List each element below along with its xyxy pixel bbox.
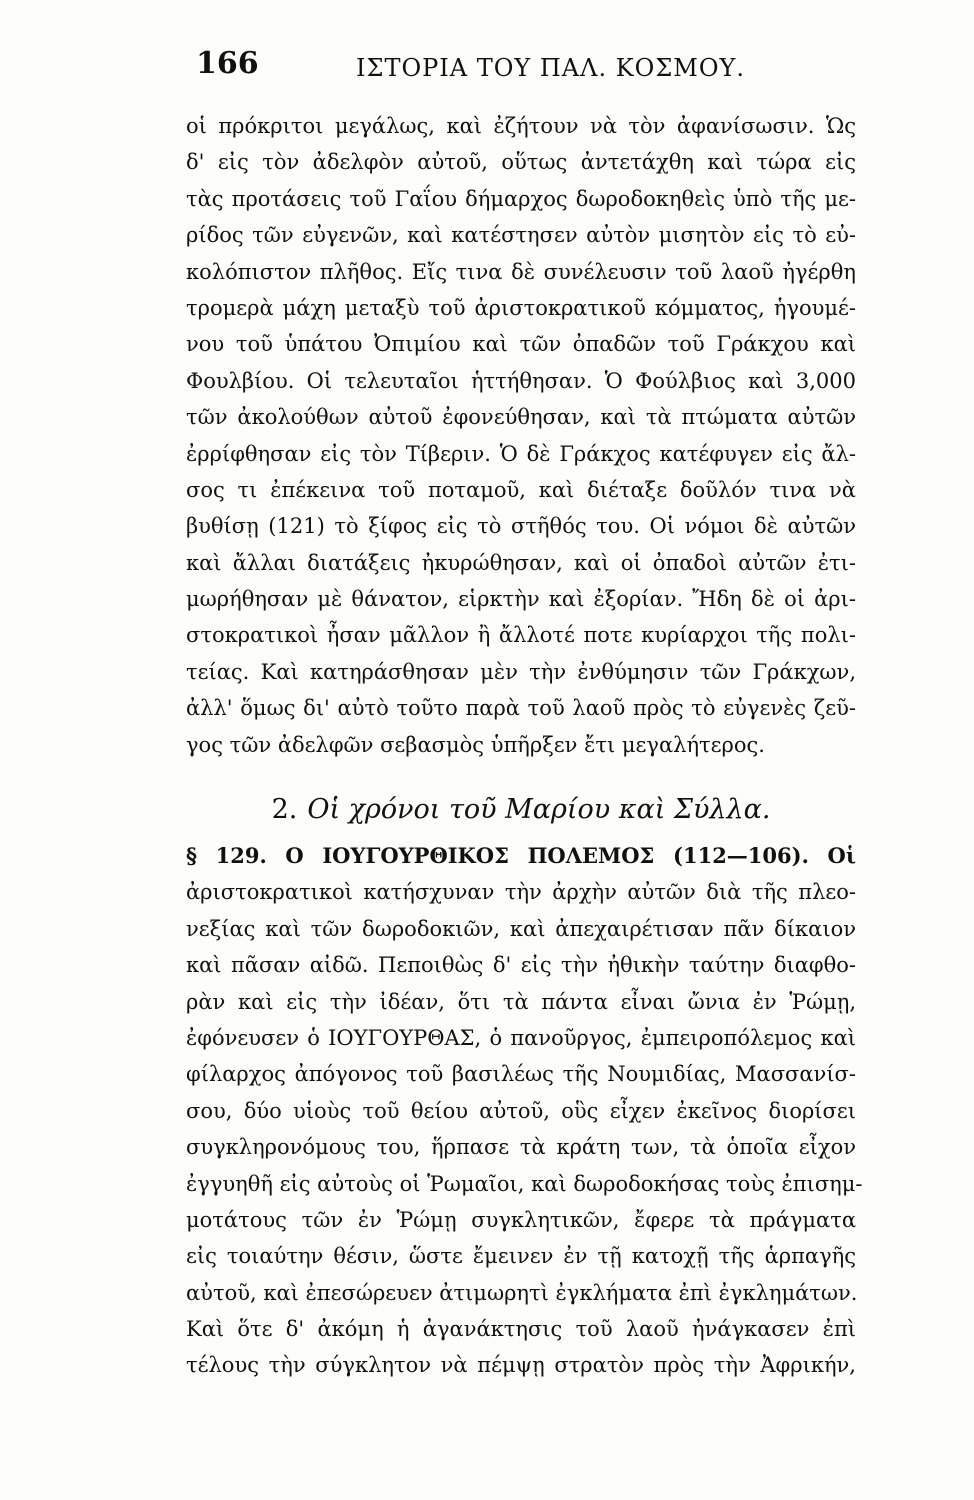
text-line: ρίδος τῶν εὐγενῶν, καὶ κατέστησεν αὐτὸν μισητὸν εἰς τὸ εὐ- [186,223,856,248]
text-line: φίλαρχος ἀπόγονος τοῦ βασιλέως τῆς Νουμιδίας, Μασσανίσ- [186,1062,856,1087]
text-line: δ' εἰς τὸν ἀδελφὸν αὐτοῦ, οὕτως ἀντετάχθη καὶ τώρα εἰς [186,150,856,175]
text-line: νου τοῦ ὑπάτου Ὀπιμίου καὶ τῶν ὀπαδῶν τοῦ Γράκχου καὶ [186,332,856,357]
text-line: αὐτοῦ, καὶ ἐπεσώρευεν ἀτιμωρητὶ ἐγκλήματα ἐπὶ ἐγκλημάτων. [186,1280,858,1305]
text-line: ἐφόνευσεν ὁ ΙΟΥΓΟΥΡΘΑΣ, ὁ πανοῦργος, ἐμπειροπόλεμος καὶ [186,1025,856,1050]
text-line: τὰς προτάσεις τοῦ Γαΐου δήμαρχος δωροδοκηθεὶς ὑπὸ τῆς με- [186,186,856,211]
page-number: 166 [196,46,259,81]
text-line: ἐρρίφθησαν εἰς τὸν Τίβεριν. Ὁ δὲ Γράκχος κατέφυγεν εἰς ἄλ- [186,441,856,466]
text-line: τρομερὰ μάχη μεταξὺ τοῦ ἀριστοκρατικοῦ κόμματος, ἡγουμέ- [186,295,856,320]
text-line: εἰς τοιαύτην θέσιν, ὥστε ἔμεινεν ἐν τῇ κατοχῇ τῆς ἁρπαγῆς [186,1244,856,1269]
text-line: καὶ πᾶσαν αἰδῶ. Πεποιθὼς δ' εἰς τὴν ἠθικὴν ταύτην διαφθο- [186,953,856,978]
section-heading [186,790,856,830]
text-line: σου, δύο υἱοὺς τοῦ θείου αὐτοῦ, οὓς εἶχεν ἐκεῖνος διορίσει [186,1098,856,1123]
section-title: Οἱ χρόνοι τοῦ Μαρίου καὶ Σύλλα. [307,794,771,825]
running-title: ΙΣΤΟΡΙΑ ΤΟΥ ΠΑΛ. ΚΟΣΜΟΥ. [356,54,746,82]
text-line: τῶν ἀκολούθων αὐτοῦ ἐφονεύθησαν, καὶ τὰ πτώματα αὐτῶν [186,405,856,430]
text-line: συγκληρονόμους του, ἥρπασε τὰ κράτη των, τὰ ὁποῖα εἶχον [186,1135,856,1160]
text-line: κολόπιστον πλῆθος. Εἴς τινα δὲ συνέλευσιν τοῦ λαοῦ ἠγέρθη [186,259,856,284]
text-line: § 129. Ο ΙΟΥΓΟΥΡΘΙΚΟΣ ΠΟΛΕΜΟΣ (112—106). Οἱ [186,843,856,868]
section-number: 2. [271,794,298,825]
text-line: ρὰν καὶ εἰς τὴν ἰδέαν, ὅτι τὰ πάντα εἶναι ὤνια ἐν Ῥώμῃ, [186,989,856,1014]
text-line: ἐγγυηθῆ εἰς αὐτοὺς οἱ Ῥωμαῖοι, καὶ δωροδοκήσας τοὺς ἐπισημ- [186,1171,863,1196]
text-line: Φουλβίου. Οἱ τελευταῖοι ἡττήθησαν. Ὁ Φούλβιος καὶ 3,000 [186,368,856,393]
text-line: ἀλλ' ὅμως δι' αὐτὸ τοῦτο παρὰ τοῦ λαοῦ πρὸς τὸ εὐγενὲς ζεῦ- [186,696,856,721]
paragraph-1 [186,108,856,763]
text-line: οἱ πρόκριτοι μεγάλως, καὶ ἐζήτουν νὰ τὸν ἀφανίσωσιν. Ὡς [186,114,856,138]
text-line: νεξίας καὶ τῶν δωροδοκιῶν, καὶ ἀπεχαιρέτισαν πᾶν δίκαιον [186,916,856,941]
text-line: τείας. Καὶ κατηράσθησαν μὲν τὴν ἐνθύμησιν τῶν Γράκχων, [186,659,856,684]
text-line: ἀριστοκρατικοὶ κατήσχυναν τὴν ἀρχὴν αὐτῶν διὰ τῆς πλεο- [186,880,856,905]
text-line: γος τῶν ἀδελφῶν σεβασμὸς ὑπῆρξεν ἔτι μεγαλήτερος. [186,732,765,757]
text-line: σος τι ἐπέκεινα τοῦ ποταμοῦ, καὶ διέταξε δοῦλόν τινα νὰ [186,477,856,502]
page-header [196,46,836,96]
text-line: Καὶ ὅτε δ' ἀκόμη ἡ ἀγανάκτησις τοῦ λαοῦ ἠνάγκασεν ἐπὶ [186,1317,856,1342]
text-line: βυθίσῃ (121) τὸ ξίφος εἰς τὸ στῆθός του. Οἱ νόμοι δὲ αὐτῶν [186,514,856,539]
text-line: στοκρατικοὶ ἦσαν μᾶλλον ἢ ἄλλοτέ ποτε κυρίαρχοι τῆς πολι- [186,623,856,648]
text-line: καὶ ἄλλαι διατάξεις ἠκυρώθησαν, καὶ οἱ ὀπαδοὶ αὐτῶν ἐτι- [186,550,856,575]
text-line: τέλους τὴν σύγκλητον νὰ πέμψῃ στρατὸν πρὸς τὴν Ἀφρικήν, [186,1353,856,1378]
paragraph-2 [186,838,863,1384]
text-line: μοτάτους τῶν ἐν Ῥώμῃ συγκλητικῶν, ἔφερε τὰ πράγματα [186,1207,856,1232]
text-line: μωρήθησαν μὲ θάνατον, εἱρκτὴν καὶ ἐξορίαν. Ἤδη δὲ οἱ ἀρι- [186,587,856,612]
